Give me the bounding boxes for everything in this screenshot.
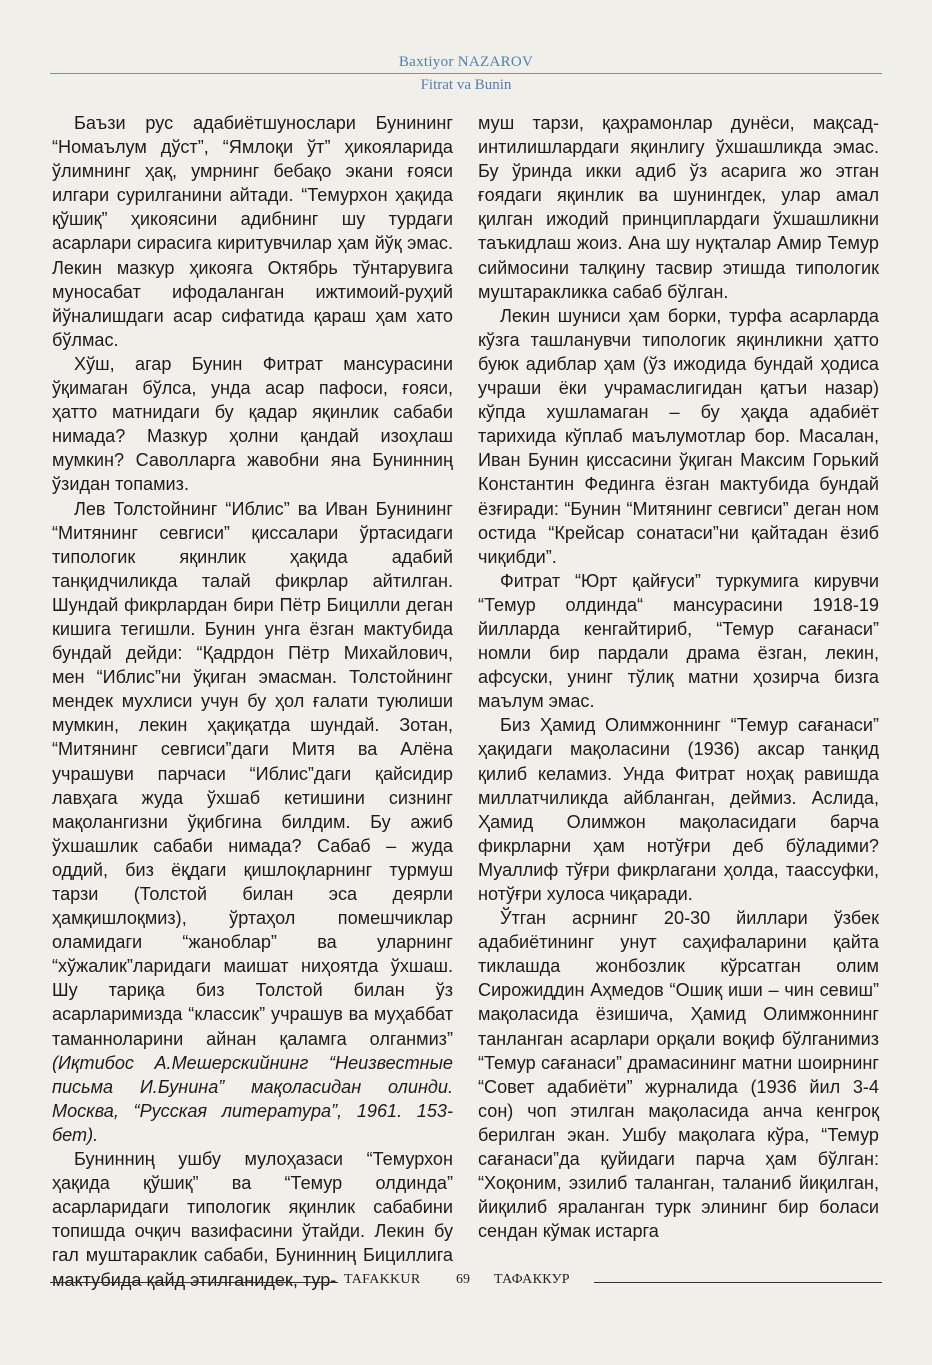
right-paragraph-4: Биз Ҳамид Олимжоннинг “Темур сағанаси” ҳақидаги мақоласини (1936) аксар танқид қилиб келамиз. Унда Фитрат ноҳақ равишда миллатчиликда айбланган, деймиз. Аслида, Ҳамид Олимжон мақоласидаги барча фикрларни ҳам нотўғри деб бўладими? Муаллиф тўғри фикрлагани ҳолда, таассуфки, нотўғри хулоса чиқаради. <box>478 715 879 904</box>
left-paragraph-2: Хўш, агар Бунин Фитрат мансурасини ўқимаган бўлса, унда асар пафоси, ғояси, ҳатто матнидаги бу қадар яқинлик сабаби нимада? Мазкур ҳолни қандай изоҳлаш мумкин? Саволларга жавобни яна Бунинниң ўзидан топамиз. <box>52 353 453 495</box>
left-paragraph-4: Бунинниң ушбу мулоҳазаси “Темурхон ҳақида қўшиқ” ва “Темур олдинда” асарларидаги типологик яқинлик сабабини топишда очқич вазифасини ўтайди. Лекин бу гал муштараклик сабаби, Бунинниң Бициллига мактубида қайд этилганидек, тур- <box>52 1149 453 1290</box>
right-column <box>478 111 879 1243</box>
header-rule <box>50 73 882 74</box>
right-paragraph-2: Лекин шуниси ҳам борки, турфа асарларда кўзга ташланувчи типологик яқинликни ҳатто буюк адиблар ҳам (ўз ижодида бундай ҳодиса учраши ёки учрамаслигидан қатъи назар) кўпда хушламаган – бу ҳақда адабиёт тарихида кўплаб маълумотлар бор. Масалан, Иван Бунин қиссасини ўқиган Максим Горький Константин Фединга ёзган мактубида бундай ёзғиради: “Бунин “Митянинг севгиси” деган ном остида “Крейсар сонатаси”ни қайтадан ёзиб чиқибди”. <box>478 305 879 567</box>
footer-rule-left <box>50 1282 338 1283</box>
page-number: 69 <box>456 1272 470 1287</box>
left-column <box>52 111 453 1292</box>
footer-label-latin: TAFAKKUR <box>344 1272 421 1287</box>
running-header <box>0 52 932 95</box>
footer-label-cyrillic: ТАФАККУР <box>494 1272 570 1287</box>
citation: (Иқтибос А.Мешерскийнинг “Неизвестные письма И.Бунина” мақоласидан олинди. Москва, “Русская литература”, 1961. 153-бет). <box>52 1052 453 1145</box>
page-footer <box>0 1272 932 1292</box>
right-paragraph-1: муш тарзи, қаҳрамонлар дунёси, мақсад-интилишлардаги яқинлигу ўхшашликда эмас. Бу ўринда икки адиб ўз асарига жо этган ғоядаги яқинлик ва шунингдек, улар амал қилган ижодий принциплардаги ўхшашликни таъкидлаш жоиз. Ана шу нуқталар Амир Темур сиймосини талқину тасвир этишда типологик муштаракликка сабаб бўлган. <box>478 113 879 302</box>
left-paragraph-3 <box>52 497 453 1148</box>
header-author: Baxtiyor NAZAROV <box>398 54 534 70</box>
right-paragraph-5: Ўтган асрнинг 20-30 йиллари ўзбек адабиётининг унут саҳифаларини қайта тиклашда жонбозлик кўрсатган олим Сирожиддин Аҳмедов “Ошиқ иши – чин севиш” мақоласида ёзишича, Ҳамид Олимжоннинг танланган асарлари орқали воқиф бўлганимиз “Темур сағанаси” драмасининг матни шоирнинг “Совет адабиёти” журналида (1936 йил 3-4 сон) чоп этилган мақоласида анча кенгроқ берилган экан. Ушбу мақолага кўра, “Темур сағанаси”да қуйидаги парча ҳам бўлган: “Хоқоним, эзилиб таланган, таланиб йиқилган, йиқилиб яраланган турк элининг бир боласи сендан кўмак истарга <box>478 908 879 1242</box>
header-subtitle: Fitrat va Bunin <box>420 77 512 93</box>
quote-text: Лев Толстойнинг “Иблис” ва Иван Бунининг “Митянинг севгиси” қиссалари ўртасидаги типологик яқинлик ҳақида адабий танқидчиликда талай фикрлар айтилган. Шундай фикрлардан бири Пётр Бицилли деган кишига тегишли. Бунин унга ёзган мактубида бундай дейди: “Қадрдон Пётр Михайлович, мен “Иблис”ни ўқиган эмасман. Толстойнинг мендек мухлиси учун бу ҳол ғалати туюлиши мумкин, лекин ҳақиқатда шундай. Зотан, “Митянинг севгиси”даги Митя ва Алёна учрашуви парчаси “Иблис”даги қайсидир лавҳага жуда ўхшаб кетишини сизнинг мақолангизни ўқибгина билдим. Бу ажиб ўхшашлик сабаби нимада? Сабаб – жуда оддий, биз ёқдаги қишлоқларнинг турмуш тарзи (Толстой билан эса деярли ҳамқишлоқмиз), ўртаҳол помешчиклар оламидаги “жаноблар” ва уларнинг “хўжалик”ларидаги маишат ниҳоятда ўхшаш. Шу тариқа биз Толстой билан ўз асарларимизда “классик” учрашув ва муҳаббат таманноларини айнан қаламга олганмиз” <box>52 498 453 1049</box>
footer-rule-right <box>594 1282 882 1283</box>
left-paragraph-1: Баъзи рус адабиётшунослари Бунининг “Номаълум дўст”, “Ямлоқи ўт” ҳикояларида ўлимнинг ҳақ, умрнинг бебақо экани ғояси илгари сурилганини айтади. “Темурхон ҳақида қўшиқ” ҳикоясини адибнинг шу турдаги асарлари сирасига киритувчилар ҳам йўқ эмас. Лекин мазкур ҳикояга Октябрь тўнтарувига муносабат ифодаланган ижтимоий-руҳий йўналишдаги асар сифатида қараш ҳам хато бўлмас. <box>52 113 453 350</box>
right-paragraph-3: Фитрат “Юрт қайғуси” туркумига кирувчи “Темур олдинда“ мансурасини 1918-19 йилларда кенгайтириб, “Темур сағанаси” номли бир пардали драма ёзган, лекин, афсуски, унинг тўлиқ матни ҳозирча бизга маълум эмас. <box>478 570 879 712</box>
